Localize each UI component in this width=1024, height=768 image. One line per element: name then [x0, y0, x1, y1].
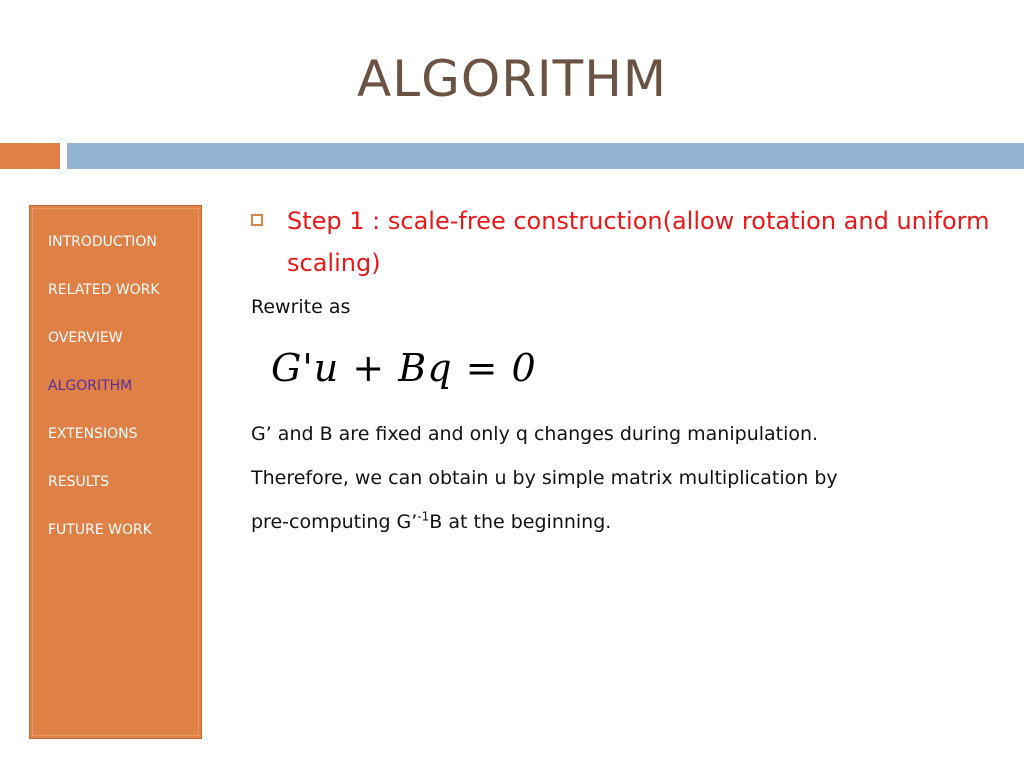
slide-title: ALGORITHM — [357, 50, 667, 108]
inverse-superscript: -1 — [417, 509, 430, 524]
sidebar-item-introduction[interactable]: INTRODUCTION — [48, 234, 157, 250]
explanation-line-2: Therefore, we can obtain u by simple matrix multiplication by — [251, 467, 838, 489]
sidebar — [29, 205, 202, 739]
header-accent-bar-orange — [0, 143, 60, 169]
header-accent-bar-blue — [67, 143, 1024, 169]
sidebar-item-extensions[interactable]: EXTENSIONS — [48, 426, 138, 442]
explanation-line-3-before: pre-computing G’ — [251, 511, 418, 533]
bullet-item — [251, 200, 991, 284]
sidebar-item-results[interactable]: RESULTS — [48, 474, 110, 490]
equation: G'u + Bq = 0 — [271, 346, 537, 390]
sidebar-item-algorithm[interactable]: ALGORITHM — [48, 378, 133, 394]
sidebar-nav — [48, 232, 160, 568]
explanation-line-3-after: B at the beginning. — [429, 511, 612, 533]
square-bullet-icon — [251, 214, 263, 226]
explanation-paragraph — [251, 412, 991, 544]
sidebar-item-overview[interactable]: OVERVIEW — [48, 330, 123, 346]
explanation-line-1: G’ and B are fixed and only q changes during manipulation. — [251, 423, 819, 445]
explanation-line-3 — [251, 500, 991, 544]
sidebar-item-future-work[interactable]: FUTURE WORK — [48, 522, 152, 538]
sidebar-item-related-work[interactable]: RELATED WORK — [48, 282, 160, 298]
step-text: Step 1 : scale-free construction(allow rotation and uniform scaling) — [287, 207, 990, 277]
slide-content — [251, 200, 991, 544]
rewrite-label: Rewrite as — [251, 296, 351, 318]
